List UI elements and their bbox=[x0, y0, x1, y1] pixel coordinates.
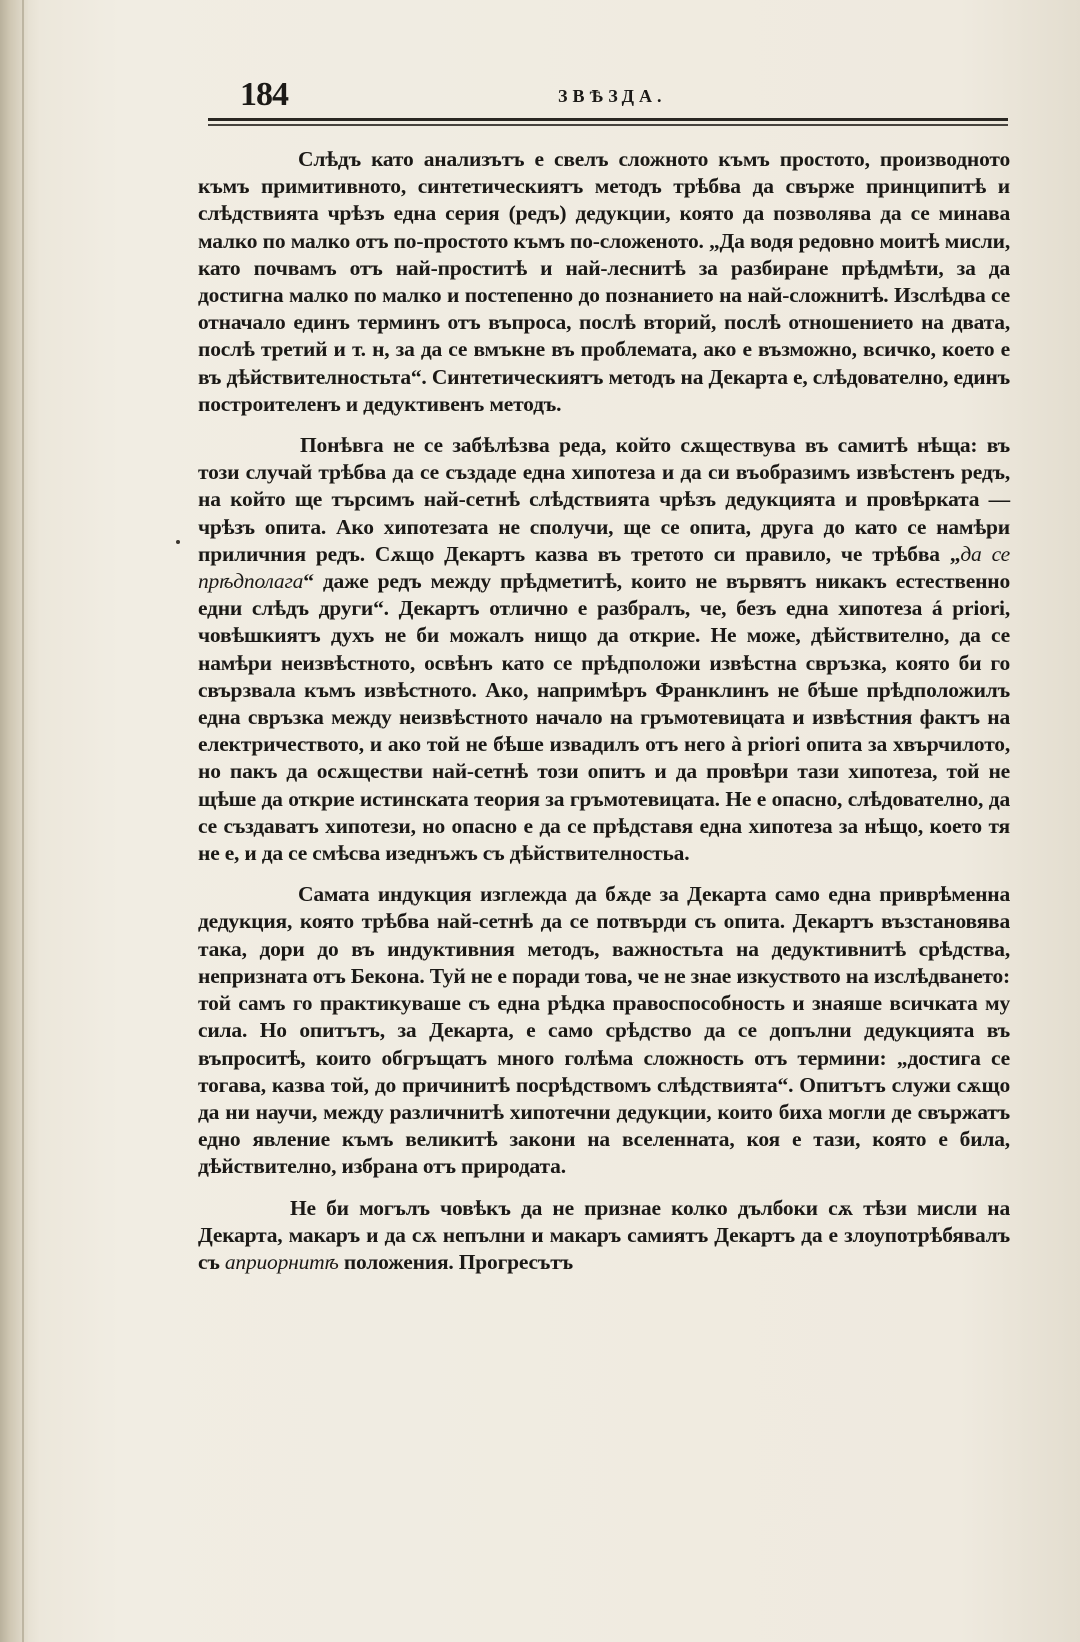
paragraph-hypothesis-text-2: “ даже редъ между прѣдметитѣ, които не вървятъ никакъ естественно едни слѣдъ други“. Декартъ отлично е разбралъ, че, безъ една хипотеза á priori, човѣшкиятъ духъ не би можалъ нищо да открие. Не може, дѣйствително, да се намѣри неизвѣстното, освѣнъ като се прѣдположи извѣстна свръзка, която би го свързвала къмъ извѣстното. Ако, напримѣръ Франклинъ не бѣше прѣдположилъ една свръзка между неизвѣстното начало на гръмотевицата и извѣстния фактъ на електричеството, и ако той не бѣше извадилъ отъ него à priori опита за хвърчилото, но пакъ да осѫществи най-сетнѣ този опитъ и да провѣри тази хипотеза, той не щѣше да открие истинската теория за гръмотевицата. Не е опасно, слѣдователно, да се създаватъ хипотези, но опасно е да се прѣдставя една хипотеза за нѣщо, което тя не е, и да се смѣсва изеднъжъ съ дѣйствителностьа. bbox=[198, 569, 1010, 866]
paragraph-induction: Самата индукция изглежда да бѫде за Декарта само една приврѣменна дедукция, която трѣбва най-сетнѣ да се потвърди съ опита. Декартъ възстановява така, дори до въ индуктивния методъ, важностьта на дедуктивнитѣ срѣдства, непризната отъ Бекона. Туй не е поради това, че не знае изкуството на изслѣдването: той самъ го практикуваше съ една рѣдка правоспособность и знаяше всичката му сила. Но опитътъ, за Декарта, е само срѣдство да се допълни дедукцията въ въпроситѣ, които обгръщатъ много голѣма сложность отъ термини: „достига се тогава, казва той, до причинитѣ посрѣдствомъ слѣдствията“. Опитътъ служи сѫщо да ни научи, между различнитѣ хипотечни дедукции, които биха могли де свържатъ едно явление къмъ великитѣ закони на вселенната, коя е тази, която е била, дѣйствително, избрана отъ природата. bbox=[198, 882, 1010, 1179]
paragraph-hypothesis-italic: да се прѣдполага bbox=[198, 541, 1010, 594]
binding-edge bbox=[0, 0, 28, 1642]
article-body bbox=[198, 146, 1010, 1290]
paragraph-hypothesis bbox=[198, 432, 1010, 867]
paragraph-synthetic-method: Слѣдъ като анализътъ е свелъ сложното къмъ простото, производното къмъ примитивното, синтетическиятъ методъ трѣбва да свърже принципитѣ и слѣдствията чрѣзъ една серия (редъ) дедукции, която да позволява да се минава малко по малко отъ по-простото къмъ по-сложеното. „Да водя редовно моитѣ мисли, като почвамъ отъ най-проститѣ и най-леснитѣ за разбиране прѣдмѣти, за да достигна малко по малко и постепенно до познанието на най-сложнитѣ. Изслѣдва се отначало единъ терминъ отъ въпроса, послѣ вторий, послѣ отношението на двата, послѣ третий и т. н, за да се вмъкне въ проблемата, ако е възможно, всичко, което е въ дѣйствителностьта“. Синтетическиятъ методъ на Декарта е, слѣдователно, единъ построителенъ и дедуктивенъ методъ. bbox=[198, 147, 1010, 416]
paragraph-hypothesis-text-1: Понѣвга не се забѣлѣзва реда, който сѫществува въ самитѣ нѣща: въ този случай трѣбва да се създаде една хипотеза и да си въобразимъ извѣстенъ редъ, на който ще търсимъ най-сетнѣ слѣдствията чрѣзъ дедукцията и провѣрката — чрѣзъ опита. Ако хипотезата не сполучи, ще се опита, друга до като се намѣри приличния редъ. Сѫщо Декартъ казва въ третото си правило, че трѣбва „ bbox=[198, 433, 1010, 566]
header-rule-bottom bbox=[208, 124, 1008, 126]
paragraph-conclusion-text-2: положения. Прогресътъ bbox=[338, 1249, 573, 1274]
paragraph-conclusion-text-1: Не би могълъ човѣкъ да не признае колко дълбоки сѫ тѣзи мисли на Декарта, макаръ и да сѫ непълни и макаръ самиятъ Декартъ да е злоупотрѣбявалъ съ bbox=[198, 1195, 1010, 1274]
paragraph-conclusion-italic: априорнитѣ bbox=[224, 1249, 339, 1274]
page-number: 184 bbox=[240, 76, 288, 113]
ink-speck bbox=[176, 540, 180, 544]
paragraph-conclusion bbox=[198, 1195, 1010, 1277]
header-rule-top bbox=[208, 118, 1008, 121]
running-title: ЗВѢЗДА. bbox=[558, 86, 667, 106]
